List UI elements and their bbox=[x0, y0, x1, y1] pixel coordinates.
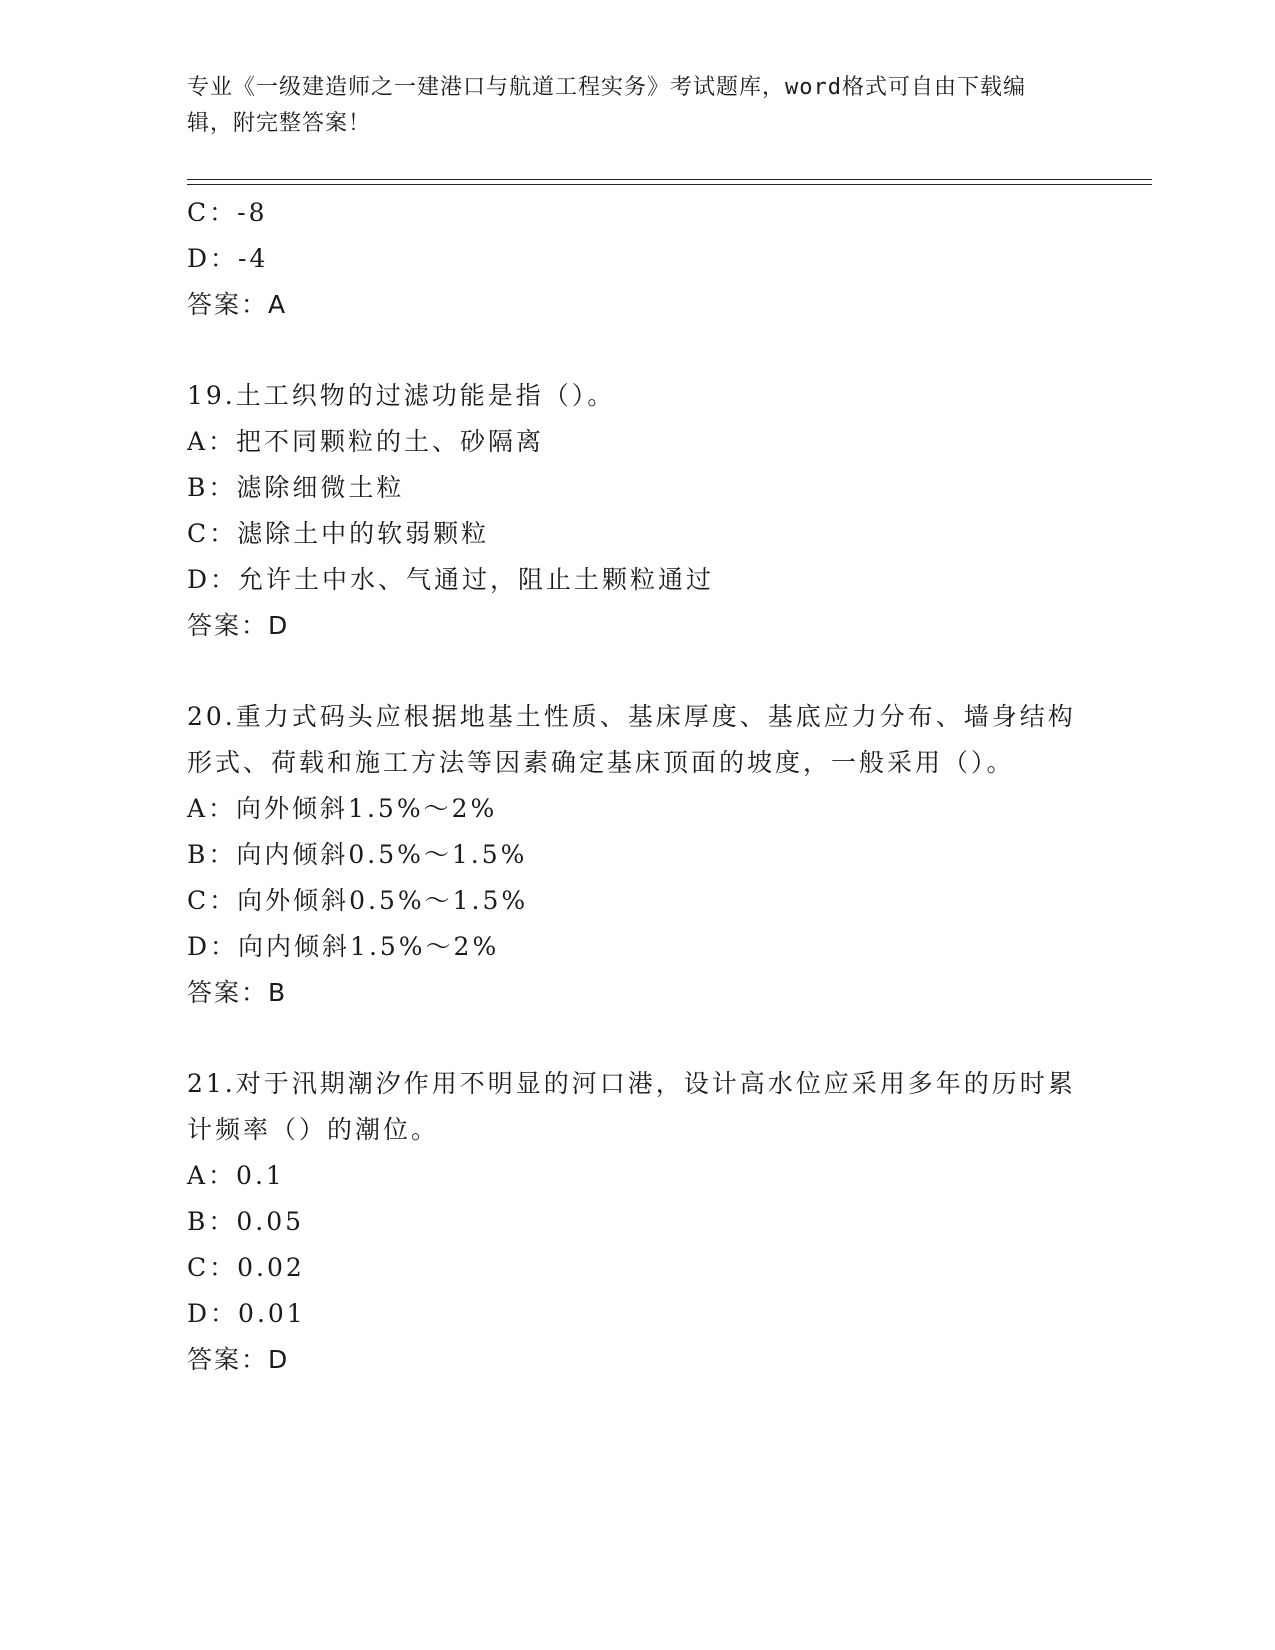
option-a: A：把不同颗粒的土、砂隔离 bbox=[187, 427, 545, 456]
option-b: B：滤除细微土粒 bbox=[187, 473, 405, 502]
question-list bbox=[187, 190, 1087, 1383]
option-c: C：滤除土中的软弱颗粒 bbox=[187, 519, 490, 548]
option-d: D：向内倾斜1.5%～2% bbox=[187, 932, 500, 961]
option-c: C：0.02 bbox=[187, 1253, 305, 1282]
option-a: A：向外倾斜1.5%～2% bbox=[187, 794, 498, 823]
answer-label: 答案：A bbox=[187, 290, 288, 319]
option-d: D：-4 bbox=[187, 244, 269, 273]
header-rule-bottom bbox=[187, 184, 1152, 185]
answer-label: 答案：D bbox=[187, 611, 290, 640]
option-b: B：向内倾斜0.5%～1.5% bbox=[187, 840, 528, 869]
option-c: C：-8 bbox=[187, 198, 268, 227]
question-21 bbox=[187, 1061, 1087, 1383]
question-text: 20.重力式码头应根据地基土性质、基床厚度、基底应力分布、墙身结构形式、荷载和施工方法等因素确定基床顶面的坡度，一般采用（）。 bbox=[187, 702, 1076, 777]
option-d: D：允许土中水、气通过，阻止土颗粒通过 bbox=[187, 565, 715, 594]
answer-label: 答案：B bbox=[187, 978, 288, 1007]
header-rule-top bbox=[187, 179, 1152, 180]
option-a: A：0.1 bbox=[187, 1161, 285, 1190]
option-b: B：0.05 bbox=[187, 1207, 305, 1236]
option-d: D：0.01 bbox=[187, 1299, 306, 1328]
question-19 bbox=[187, 373, 1087, 649]
question-text: 21.对于汛期潮汐作用不明显的河口港，设计高水位应采用多年的历时累计频率（）的潮位。 bbox=[187, 1069, 1076, 1144]
answer-label: 答案：D bbox=[187, 1345, 290, 1374]
option-c: C：向外倾斜0.5%～1.5% bbox=[187, 886, 529, 915]
question-text: 19.土工织物的过滤功能是指（）。 bbox=[187, 381, 616, 410]
document-header: 专业《一级建造师之一建港口与航道工程实务》考试题库，word格式可自由下载编辑，附完整答案！ bbox=[187, 75, 1026, 136]
question-18 bbox=[187, 190, 1087, 328]
question-20 bbox=[187, 694, 1087, 1016]
